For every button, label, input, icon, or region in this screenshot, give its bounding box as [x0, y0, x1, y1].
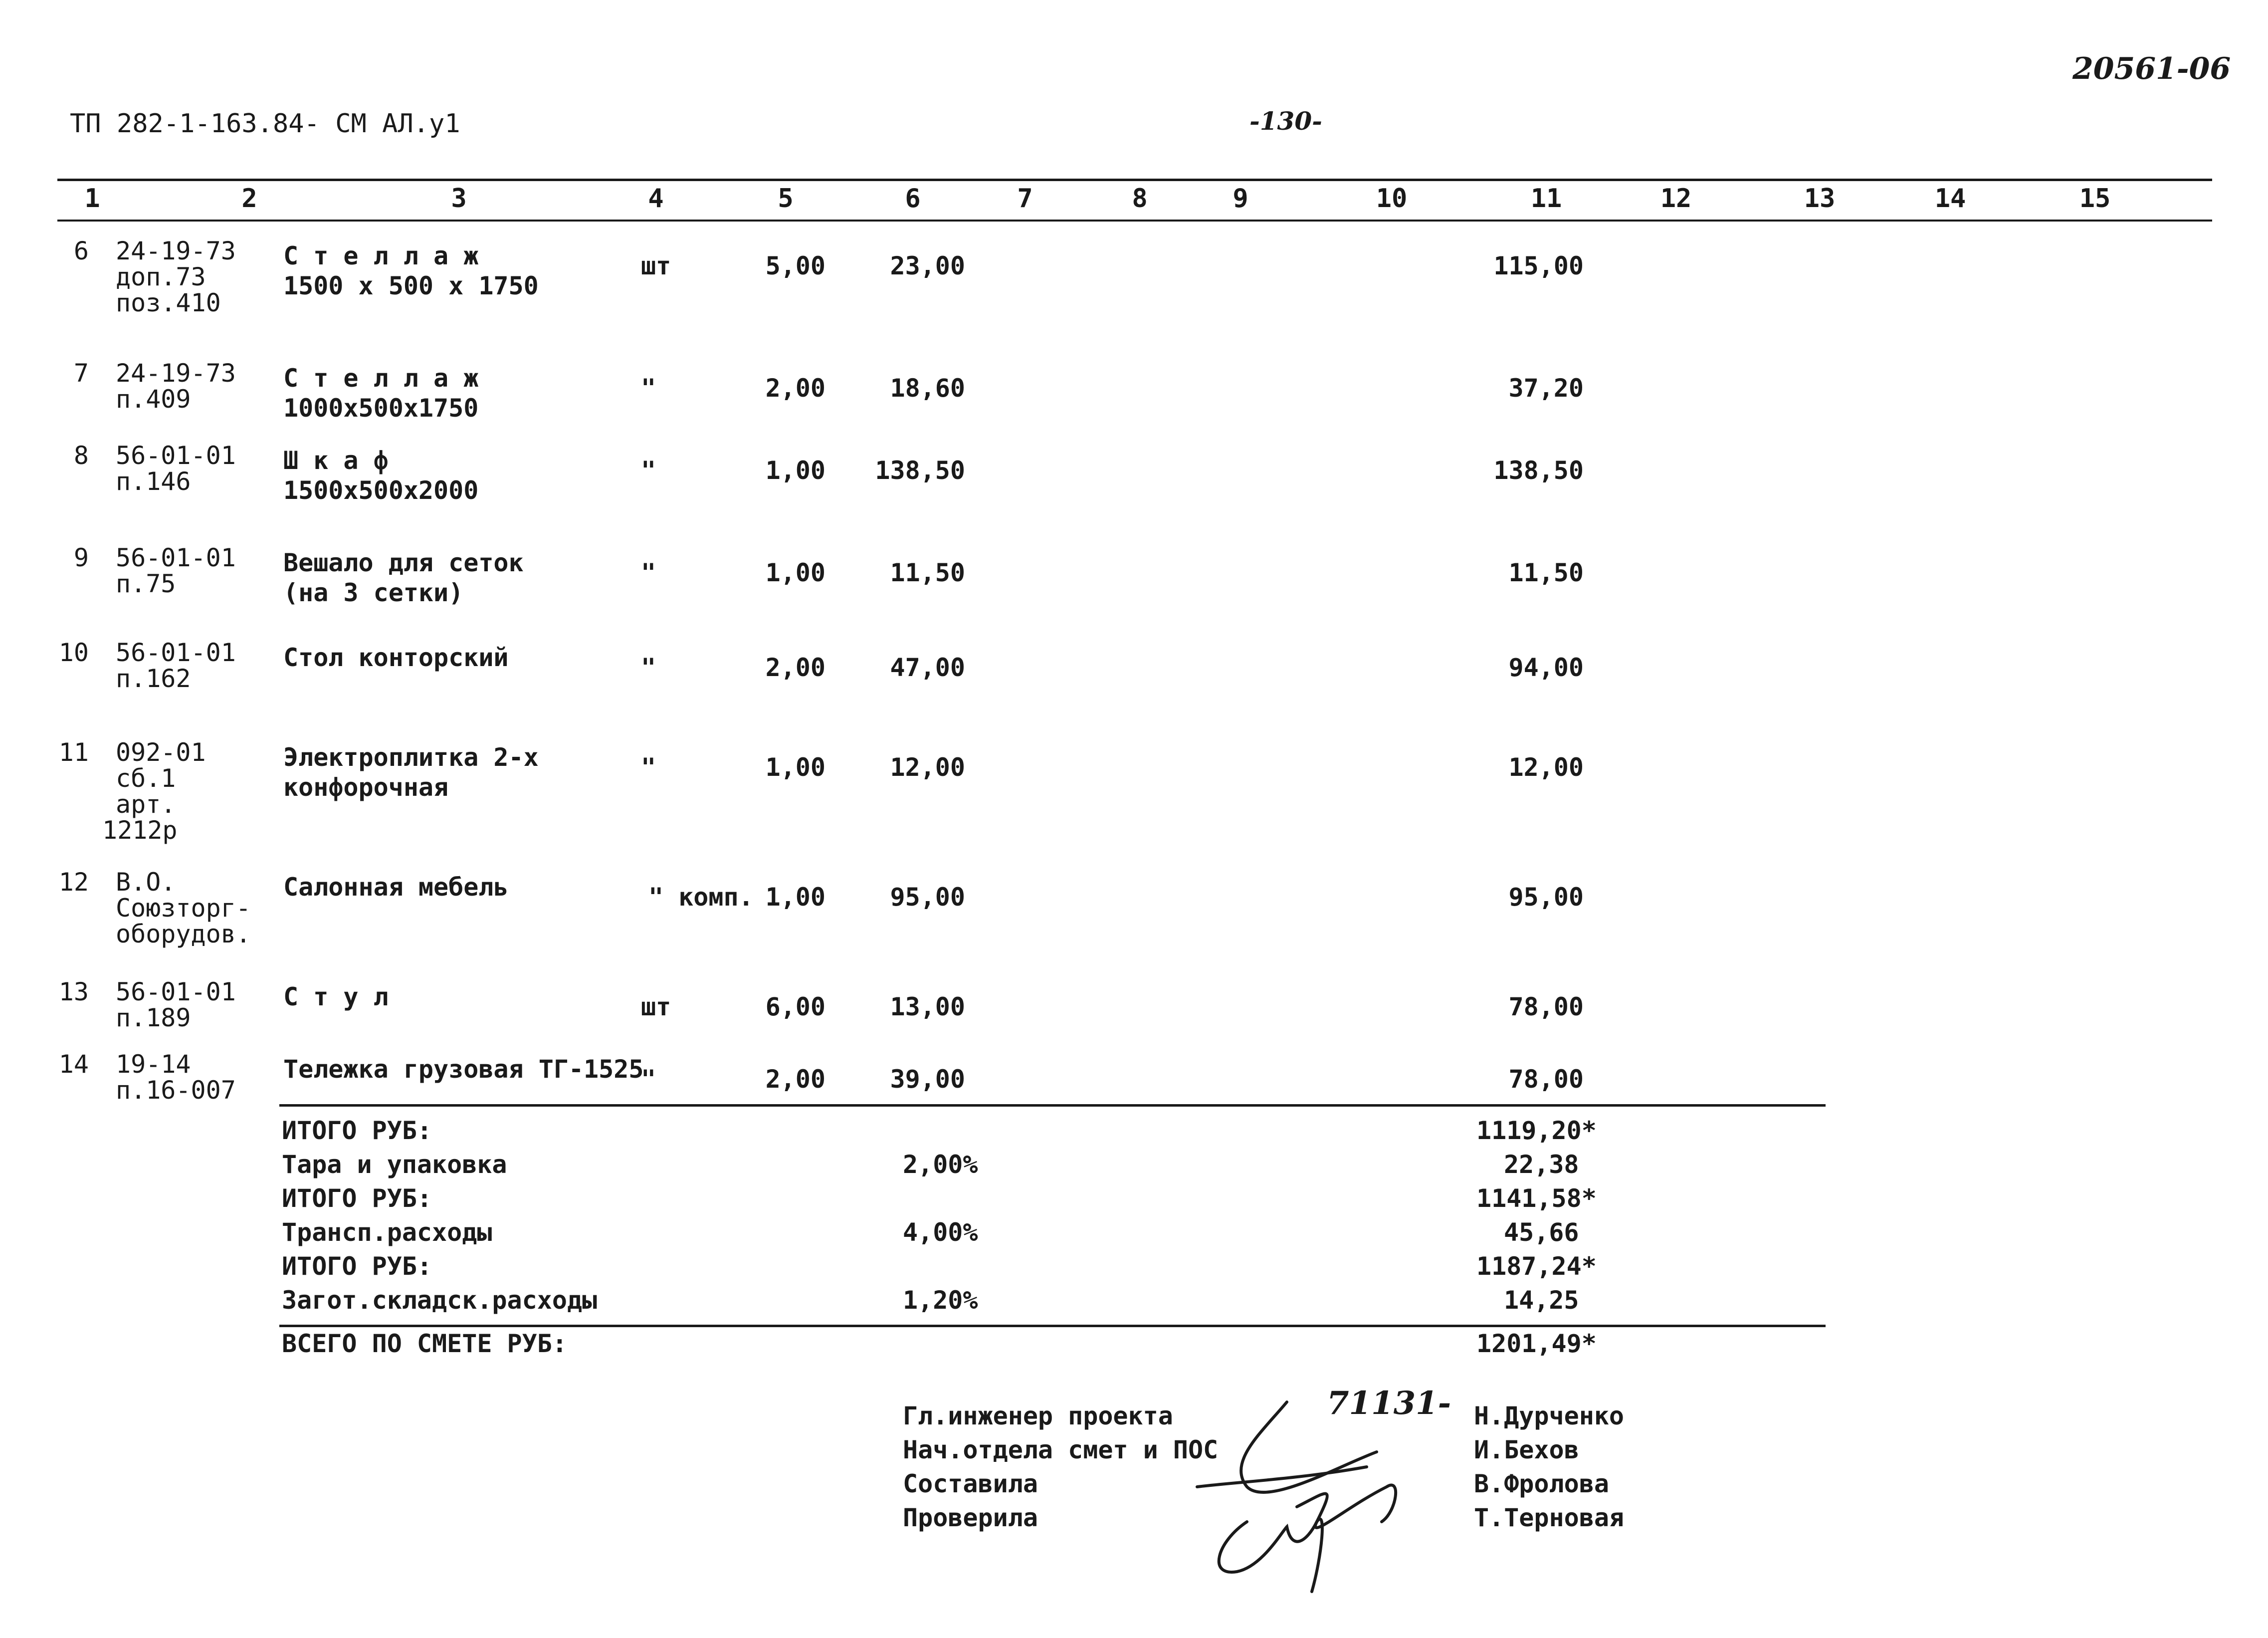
summary-percent: 4,00%: [903, 1218, 978, 1247]
row-total: 78,00: [1508, 992, 1584, 1021]
handwritten-mark: 71131-: [1327, 1385, 1451, 1422]
row-number: 12: [58, 868, 89, 897]
table-top-rule: [57, 179, 2212, 181]
row-name-line: С т е л л а ж: [283, 241, 479, 270]
row-total: 37,20: [1508, 374, 1584, 403]
column-header-14: 14: [1934, 184, 1966, 214]
column-header-1: 1: [84, 184, 100, 214]
row-unit: ": [641, 753, 656, 782]
column-header-12: 12: [1660, 184, 1692, 214]
signature-name: В.Фролова: [1474, 1469, 1609, 1498]
row-name-line: С т е л л а ж: [283, 364, 479, 393]
row-price: 39,00: [890, 1065, 965, 1094]
signature-stroke-1: [1241, 1402, 1377, 1492]
row-code-line: 24-19-73: [116, 359, 236, 388]
row-quantity: 1,00: [765, 753, 825, 782]
row-unit: ": [641, 558, 656, 587]
row-number: 14: [58, 1050, 89, 1079]
summary-label: ИТОГО РУБ:: [282, 1184, 432, 1213]
row-total: 94,00: [1508, 653, 1584, 682]
summary-percent: 1,20%: [903, 1286, 978, 1315]
row-number: 11: [58, 738, 89, 767]
grand-total-rule: [279, 1325, 1826, 1327]
row-total: 11,50: [1508, 558, 1584, 587]
row-price: 13,00: [890, 992, 965, 1021]
row-name-line: 1500x500x2000: [283, 476, 479, 505]
row-name-line: Ш к а ф: [283, 446, 389, 475]
signature-role: Проверила: [903, 1503, 1038, 1532]
row-quantity: 2,00: [765, 1065, 825, 1094]
signature-stroke-3: [1297, 1485, 1396, 1527]
row-total: 138,50: [1493, 456, 1584, 485]
summary-value: 45,66: [1504, 1218, 1579, 1247]
row-name-line: (на 3 сетки): [283, 578, 464, 607]
row-price: 138,50: [875, 456, 965, 485]
row-number: 6: [73, 236, 89, 265]
row-price: 18,60: [890, 374, 965, 403]
row-code-line: 56-01-01: [116, 977, 236, 1006]
archive-number: 20561-06: [2072, 51, 2231, 86]
column-header-4: 4: [648, 184, 664, 214]
summary-top-rule: [279, 1104, 1826, 1107]
column-header-15: 15: [2079, 184, 2111, 214]
summary-label: Тара и упаковка: [282, 1150, 507, 1179]
row-name-line: Стол конторский: [283, 643, 509, 672]
signature-stroke-2: [1197, 1467, 1367, 1487]
row-code-line: п.75: [116, 569, 176, 598]
grand-total-value: 1201,49*: [1476, 1329, 1597, 1358]
row-price: 11,50: [890, 558, 965, 587]
table-header-rule: [57, 220, 2212, 222]
row-quantity: 1,00: [765, 883, 825, 912]
summary-value: 14,25: [1504, 1286, 1579, 1315]
row-number: 8: [73, 441, 89, 470]
page-number: -130-: [1249, 106, 1322, 136]
row-name-line: 1500 x 500 x 1750: [283, 271, 539, 300]
row-total: 95,00: [1508, 883, 1584, 912]
row-name-line: Салонная мебель: [283, 873, 509, 902]
row-price: 23,00: [890, 251, 965, 280]
row-total: 12,00: [1508, 753, 1584, 782]
row-price: 47,00: [890, 653, 965, 682]
column-header-8: 8: [1132, 184, 1148, 214]
column-header-5: 5: [778, 184, 794, 214]
row-total: 115,00: [1493, 251, 1584, 280]
summary-value: 1187,24*: [1476, 1252, 1597, 1281]
row-quantity: 6,00: [765, 992, 825, 1021]
row-quantity: 1,00: [765, 456, 825, 485]
row-number: 10: [58, 638, 89, 667]
row-code-line: п.409: [116, 385, 191, 414]
summary-label: Трансп.расходы: [282, 1218, 492, 1247]
row-price: 95,00: [890, 883, 965, 912]
summary-label: ИТОГО РУБ:: [282, 1252, 432, 1281]
column-header-13: 13: [1804, 184, 1836, 214]
signature-role: Гл.инженер проекта: [903, 1402, 1173, 1430]
column-header-11: 11: [1530, 184, 1562, 214]
row-unit: ": [641, 374, 656, 403]
signature-role: Нач.отдела смет и ПОС: [903, 1435, 1219, 1464]
grand-total-label: ВСЕГО ПО СМЕТЕ РУБ:: [282, 1329, 567, 1358]
row-quantity: 2,00: [765, 653, 825, 682]
row-unit: шт: [641, 992, 671, 1021]
column-header-9: 9: [1233, 184, 1248, 214]
row-name-line: Электроплитка 2-х: [283, 743, 539, 772]
row-unit: ": [641, 456, 656, 485]
row-number: 7: [73, 359, 89, 388]
row-code-line: В.О.: [116, 868, 176, 897]
row-price: 12,00: [890, 753, 965, 782]
row-quantity: 2,00: [765, 374, 825, 403]
row-name-line: конфорочная: [283, 773, 449, 802]
document-code: ТП 282-1-163.84- СМ АЛ.у1: [70, 109, 460, 139]
column-header-3: 3: [451, 184, 467, 214]
row-code-line: п.16-007: [116, 1076, 236, 1105]
row-code-line: 56-01-01: [116, 543, 236, 572]
row-unit: ": [641, 653, 656, 682]
row-name-line: Тележка грузовая ТГ-1525: [283, 1055, 644, 1084]
summary-value: 1119,20*: [1476, 1116, 1597, 1145]
row-code-line: арт.: [116, 790, 176, 819]
signature-stroke-4: [1219, 1519, 1322, 1592]
row-number: 13: [58, 977, 89, 1006]
column-header-2: 2: [241, 184, 257, 214]
row-code-line: оборудов.: [116, 920, 251, 948]
column-header-10: 10: [1376, 184, 1408, 214]
row-code-line: п.162: [116, 664, 191, 693]
row-unit: " комп.: [648, 883, 754, 912]
summary-label: Загот.складск.расходы: [282, 1286, 598, 1315]
row-total: 78,00: [1508, 1065, 1584, 1094]
row-number: 9: [73, 543, 89, 572]
row-code-line: Союзторг-: [116, 894, 251, 923]
signature-name: И.Бехов: [1474, 1435, 1579, 1464]
row-code-line: доп.73: [116, 262, 206, 291]
signature-name: Т.Терновая: [1474, 1503, 1625, 1532]
column-header-7: 7: [1017, 184, 1033, 214]
summary-value: 22,38: [1504, 1150, 1579, 1179]
row-code-line: сб.1: [116, 764, 176, 793]
row-code-line: 19-14: [116, 1050, 191, 1079]
row-code-line: поз.410: [116, 288, 221, 317]
row-quantity: 1,00: [765, 558, 825, 587]
row-unit: шт: [641, 251, 671, 280]
signature-name: Н.Дурченко: [1474, 1402, 1625, 1430]
row-unit: ": [641, 1065, 656, 1094]
row-code-line: 56-01-01: [116, 638, 236, 667]
signature-role: Составила: [903, 1469, 1038, 1498]
row-code-line: п.146: [116, 467, 191, 496]
row-code-line: 092-01: [116, 738, 206, 767]
row-code-line: 56-01-01: [116, 441, 236, 470]
row-name-line: С т у л: [283, 982, 389, 1011]
summary-percent: 2,00%: [903, 1150, 978, 1179]
summary-value: 1141,58*: [1476, 1184, 1597, 1213]
row-code-line: 24-19-73: [116, 236, 236, 265]
column-header-6: 6: [905, 184, 921, 214]
signature-scribbles: [1187, 1385, 1486, 1602]
summary-label: ИТОГО РУБ:: [282, 1116, 432, 1145]
row-quantity: 5,00: [765, 251, 825, 280]
row-code-line: 1212р: [102, 816, 178, 845]
row-name-line: 1000x500x1750: [283, 394, 479, 423]
row-code-line: п.189: [116, 1003, 191, 1032]
row-name-line: Вешало для сеток: [283, 548, 524, 577]
